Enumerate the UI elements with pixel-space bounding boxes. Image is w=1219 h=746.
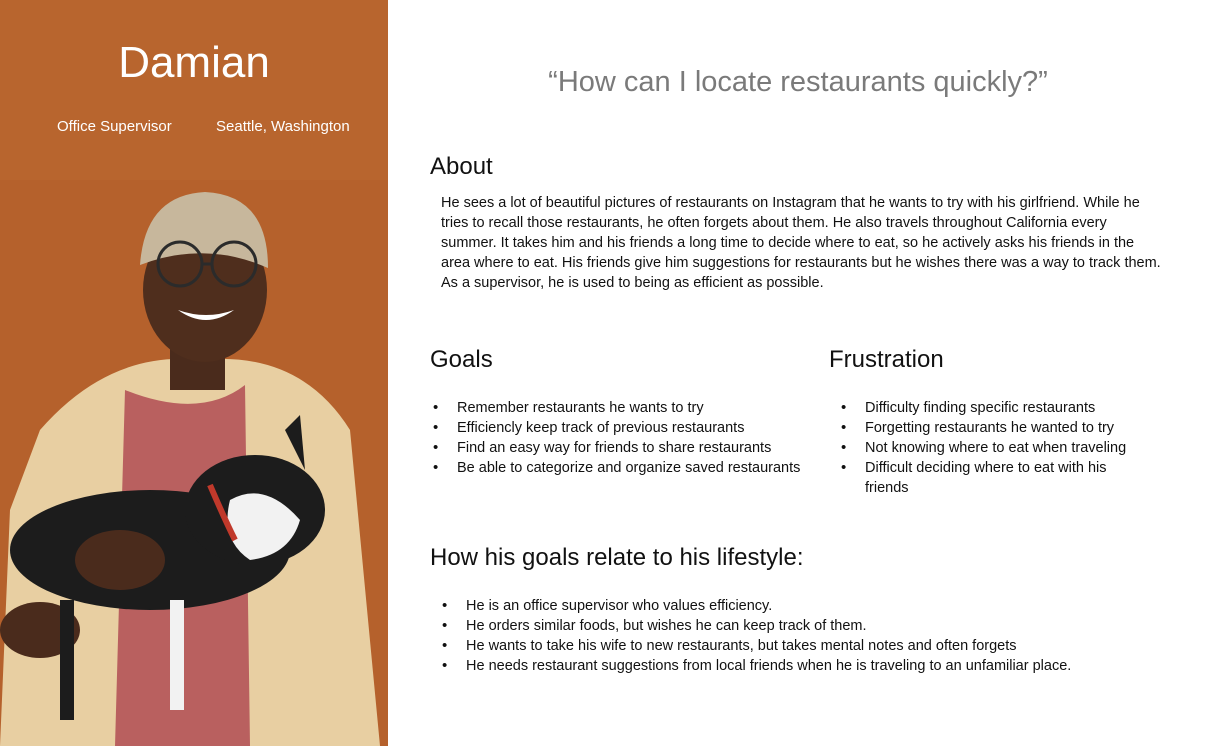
frustration-item: • Not knowing where to eat when traveling (839, 438, 1139, 458)
lifestyle-item: • He orders similar foods, but wishes he can keep track of them. (440, 616, 1140, 636)
about-text: He sees a lot of beautiful pictures of restaurants on Instagram that he wants to try with his girlfriend. While he tries to recall those restaurants, he often forgets about them. He also travels throughout California every summer. It takes him and his friends a long time to decide where to eat, so he actively asks his friends in the area where to eat. His friends give him suggestions for restaurants but he wishes there was a way to track them. As a supervisor, he is used to being as efficient as possible. (441, 195, 1161, 291)
lifestyle-item: • He wants to take his wife to new restaurants, but takes mental notes and often forgets (440, 636, 1140, 656)
goals-heading: Goals (430, 346, 493, 373)
goals-list (431, 398, 811, 478)
lifestyle-heading: How his goals relate to his lifestyle: (430, 544, 804, 571)
about-heading: About (430, 153, 493, 180)
frustration-item: • Forgetting restaurants he wanted to try (839, 418, 1139, 438)
persona-quote: “How can I locate restaurants quickly?” (548, 66, 1048, 98)
frustration-list (839, 398, 1139, 498)
goals-item: • Be able to categorize and organize saved restaurants (431, 458, 811, 478)
goals-item: • Efficiencly keep track of previous restaurants (431, 418, 811, 438)
frustration-item: • Difficulty finding specific restaurants (839, 398, 1139, 418)
persona-role: Office Supervisor (57, 118, 172, 135)
frustration-item: • Difficult deciding where to eat with his friends (839, 458, 1139, 498)
persona-photo (0, 180, 388, 746)
persona-name: Damian (118, 38, 270, 87)
lifestyle-item: • He needs restaurant suggestions from local friends when he is traveling to an unfamiliar place. (440, 656, 1140, 676)
goals-item: • Remember restaurants he wants to try (431, 398, 811, 418)
frustration-heading: Frustration (829, 346, 944, 373)
lifestyle-item: • He is an office supervisor who values efficiency. (440, 596, 1140, 616)
lifestyle-list (440, 596, 1140, 676)
persona-location: Seattle, Washington (216, 118, 350, 135)
goals-item: • Find an easy way for friends to share restaurants (431, 438, 811, 458)
persona-panel (0, 0, 388, 746)
